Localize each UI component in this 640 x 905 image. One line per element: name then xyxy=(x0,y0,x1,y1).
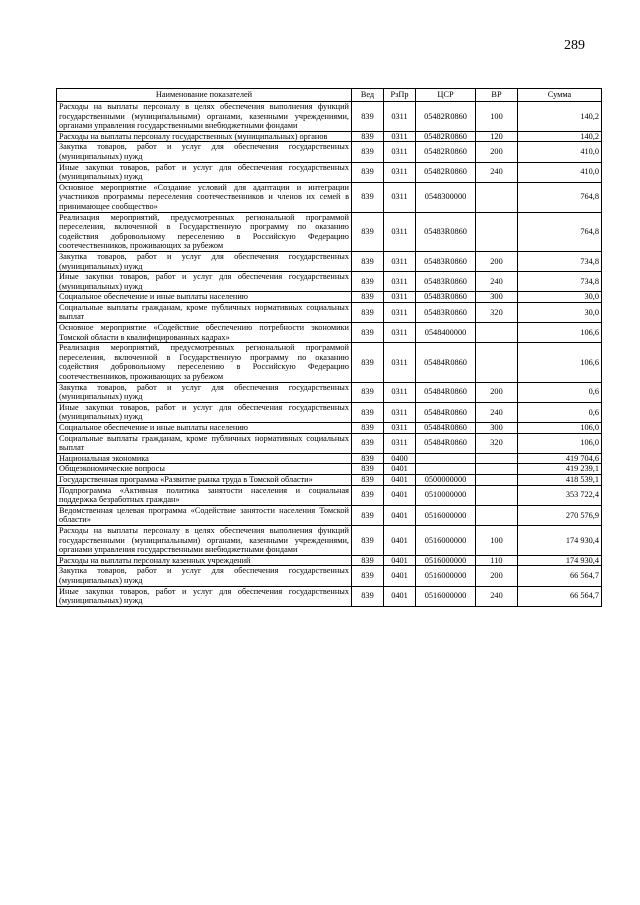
cell-ved: 839 xyxy=(352,102,384,132)
cell-ved: 839 xyxy=(352,323,384,343)
cell-name: Иные закупки товаров, работ и услуг для обеспечения государственных (муниципальных) нужд xyxy=(57,402,352,422)
table-row xyxy=(57,586,602,606)
cell-ved: 839 xyxy=(352,251,384,271)
cell-csr: 05483R0860 xyxy=(416,251,476,271)
cell-name: Основное мероприятие «Создание условий для адаптации и интеграции участников программы переселения соотечественников и членов их семей в принимающее сообщество» xyxy=(57,182,352,212)
cell-csr: 0500000000 xyxy=(416,474,476,485)
cell-ved: 839 xyxy=(352,423,384,434)
header-name: Наименование показателей xyxy=(57,89,352,102)
cell-sum: 174 930,4 xyxy=(518,525,602,555)
cell-csr: 0516000000 xyxy=(416,586,476,606)
cell-csr: 0516000000 xyxy=(416,525,476,555)
cell-rzpr: 0311 xyxy=(384,323,416,343)
cell-name: Социальные выплаты гражданам, кроме публичных нормативных социальных выплат xyxy=(57,302,352,322)
cell-sum: 30,0 xyxy=(518,302,602,322)
cell-name: Национальная экономика xyxy=(57,453,352,464)
table-row xyxy=(57,505,602,525)
table-row xyxy=(57,343,602,382)
header-csr: ЦСР xyxy=(416,89,476,102)
cell-sum: 410,0 xyxy=(518,142,602,162)
cell-ved: 839 xyxy=(352,182,384,212)
header-sum: Сумма xyxy=(518,89,602,102)
cell-name: Реализация мероприятий, предусмотренных региональной программой переселения, включенной в Государственную программу по оказанию содействия добровольному переселению в Российскую Федерацию соотечественников, проживающих за рубежом xyxy=(57,212,352,251)
cell-vr: 200 xyxy=(476,566,518,586)
cell-sum: 410,0 xyxy=(518,162,602,182)
cell-name: Закупка товаров, работ и услуг для обеспечения государственных (муниципальных) нужд xyxy=(57,382,352,402)
cell-ved: 839 xyxy=(352,302,384,322)
cell-sum: 353 722,4 xyxy=(518,485,602,505)
cell-vr: 240 xyxy=(476,272,518,292)
table-header-row xyxy=(57,89,602,102)
table-row xyxy=(57,464,602,475)
cell-name: Расходы на выплаты персоналу государственных (муниципальных) органов xyxy=(57,131,352,142)
cell-ved: 839 xyxy=(352,162,384,182)
cell-rzpr: 0311 xyxy=(384,212,416,251)
cell-ved: 839 xyxy=(352,142,384,162)
cell-name: Социальное обеспечение и иные выплаты населению xyxy=(57,292,352,303)
cell-sum: 764,8 xyxy=(518,212,602,251)
cell-vr xyxy=(476,323,518,343)
cell-rzpr: 0311 xyxy=(384,162,416,182)
cell-vr xyxy=(476,343,518,382)
budget-table xyxy=(56,88,602,607)
table-row xyxy=(57,131,602,142)
table-row xyxy=(57,423,602,434)
table-row xyxy=(57,302,602,322)
cell-name: Общеэкономические вопросы xyxy=(57,464,352,475)
cell-sum: 0,6 xyxy=(518,382,602,402)
cell-sum: 419 704,6 xyxy=(518,453,602,464)
cell-rzpr: 0401 xyxy=(384,566,416,586)
cell-rzpr: 0401 xyxy=(384,555,416,566)
header-ved: Вед xyxy=(352,89,384,102)
cell-csr: 05484R0860 xyxy=(416,433,476,453)
cell-vr xyxy=(476,474,518,485)
cell-sum: 106,6 xyxy=(518,343,602,382)
cell-vr: 200 xyxy=(476,142,518,162)
cell-name: Социальные выплаты гражданам, кроме публичных нормативных социальных выплат xyxy=(57,433,352,453)
table-row xyxy=(57,182,602,212)
cell-vr: 300 xyxy=(476,423,518,434)
cell-csr: 05483R0860 xyxy=(416,212,476,251)
cell-name: Социальное обеспечение и иные выплаты населению xyxy=(57,423,352,434)
cell-name: Расходы на выплаты персоналу в целях обеспечения выполнения функций государственными (муниципальными) органами, казенными учреждениями, органами управления государственными внебюджетными фондами xyxy=(57,102,352,132)
cell-csr: 0516000000 xyxy=(416,555,476,566)
table-row xyxy=(57,485,602,505)
table-row xyxy=(57,292,602,303)
cell-vr: 320 xyxy=(476,302,518,322)
cell-rzpr: 0311 xyxy=(384,402,416,422)
table-row xyxy=(57,453,602,464)
cell-name: Закупка товаров, работ и услуг для обеспечения государственных (муниципальных) нужд xyxy=(57,251,352,271)
cell-csr: 05482R0860 xyxy=(416,162,476,182)
cell-ved: 839 xyxy=(352,505,384,525)
cell-vr xyxy=(476,212,518,251)
cell-csr: 05482R0860 xyxy=(416,102,476,132)
table-row xyxy=(57,212,602,251)
cell-rzpr: 0311 xyxy=(384,292,416,303)
cell-csr: 05483R0860 xyxy=(416,302,476,322)
cell-name: Ведомственная целевая программа «Содействие занятости населения Томской области» xyxy=(57,505,352,525)
cell-ved: 839 xyxy=(352,292,384,303)
cell-csr xyxy=(416,453,476,464)
cell-sum: 106,0 xyxy=(518,433,602,453)
cell-name: Иные закупки товаров, работ и услуг для обеспечения государственных (муниципальных) нужд xyxy=(57,586,352,606)
cell-ved: 839 xyxy=(352,272,384,292)
table-row xyxy=(57,142,602,162)
cell-rzpr: 0311 xyxy=(384,382,416,402)
cell-name: Реализация мероприятий, предусмотренных региональной программой переселения, включенной в Государственную программу по оказанию содействия добровольному переселению в Российскую Федерацию соотечественников, проживающих за рубежом xyxy=(57,343,352,382)
cell-vr: 240 xyxy=(476,402,518,422)
cell-vr: 200 xyxy=(476,251,518,271)
cell-sum: 106,6 xyxy=(518,323,602,343)
cell-name: Государственная программа «Развитие рынка труда в Томской области» xyxy=(57,474,352,485)
cell-sum: 174 930,4 xyxy=(518,555,602,566)
cell-csr: 05484R0860 xyxy=(416,423,476,434)
table-row xyxy=(57,433,602,453)
header-rzpr: РзПр xyxy=(384,89,416,102)
cell-name: Расходы на выплаты персоналу казенных учреждений xyxy=(57,555,352,566)
cell-rzpr: 0401 xyxy=(384,525,416,555)
cell-vr: 110 xyxy=(476,555,518,566)
page-number: 289 xyxy=(564,38,585,53)
cell-sum: 734,8 xyxy=(518,251,602,271)
cell-ved: 839 xyxy=(352,131,384,142)
table-row xyxy=(57,402,602,422)
cell-csr: 05484R0860 xyxy=(416,402,476,422)
cell-sum: 140,2 xyxy=(518,131,602,142)
cell-rzpr: 0311 xyxy=(384,131,416,142)
cell-csr: 0516000000 xyxy=(416,505,476,525)
cell-name: Основное мероприятие «Содействие обеспечению потребности экономики Томской области в квалифицированных кадрах» xyxy=(57,323,352,343)
cell-sum: 106,0 xyxy=(518,423,602,434)
cell-csr: 05482R0860 xyxy=(416,142,476,162)
cell-ved: 839 xyxy=(352,485,384,505)
cell-rzpr: 0311 xyxy=(384,251,416,271)
cell-ved: 839 xyxy=(352,555,384,566)
cell-ved: 839 xyxy=(352,343,384,382)
cell-rzpr: 0400 xyxy=(384,453,416,464)
cell-vr: 300 xyxy=(476,292,518,303)
cell-csr: 05484R0860 xyxy=(416,382,476,402)
table-row xyxy=(57,162,602,182)
cell-ved: 839 xyxy=(352,402,384,422)
header-vr: ВР xyxy=(476,89,518,102)
cell-vr: 100 xyxy=(476,102,518,132)
cell-ved: 839 xyxy=(352,382,384,402)
cell-vr: 320 xyxy=(476,433,518,453)
cell-rzpr: 0311 xyxy=(384,343,416,382)
cell-rzpr: 0401 xyxy=(384,485,416,505)
cell-ved: 839 xyxy=(352,212,384,251)
cell-rzpr: 0311 xyxy=(384,423,416,434)
cell-vr xyxy=(476,505,518,525)
cell-ved: 839 xyxy=(352,525,384,555)
cell-vr: 200 xyxy=(476,382,518,402)
cell-vr xyxy=(476,464,518,475)
cell-ved: 839 xyxy=(352,474,384,485)
cell-sum: 30,0 xyxy=(518,292,602,303)
cell-rzpr: 0311 xyxy=(384,272,416,292)
cell-vr: 100 xyxy=(476,525,518,555)
cell-sum: 418 539,1 xyxy=(518,474,602,485)
cell-vr: 120 xyxy=(476,131,518,142)
cell-sum: 734,8 xyxy=(518,272,602,292)
cell-name: Закупка товаров, работ и услуг для обеспечения государственных (муниципальных) нужд xyxy=(57,566,352,586)
cell-rzpr: 0401 xyxy=(384,505,416,525)
table-row xyxy=(57,525,602,555)
cell-csr: 0516000000 xyxy=(416,566,476,586)
table-row xyxy=(57,382,602,402)
cell-rzpr: 0401 xyxy=(384,474,416,485)
cell-ved: 839 xyxy=(352,453,384,464)
cell-sum: 66 564,7 xyxy=(518,566,602,586)
cell-csr: 05483R0860 xyxy=(416,272,476,292)
cell-csr: 05484R0860 xyxy=(416,343,476,382)
cell-csr: 0548300000 xyxy=(416,182,476,212)
cell-vr xyxy=(476,485,518,505)
cell-csr: 0510000000 xyxy=(416,485,476,505)
cell-rzpr: 0401 xyxy=(384,464,416,475)
table-row xyxy=(57,272,602,292)
cell-rzpr: 0311 xyxy=(384,182,416,212)
cell-sum: 419 239,1 xyxy=(518,464,602,475)
cell-vr: 240 xyxy=(476,162,518,182)
cell-name: Закупка товаров, работ и услуг для обеспечения государственных (муниципальных) нужд xyxy=(57,142,352,162)
cell-rzpr: 0311 xyxy=(384,102,416,132)
cell-rzpr: 0311 xyxy=(384,142,416,162)
cell-name: Иные закупки товаров, работ и услуг для обеспечения государственных (муниципальных) нужд xyxy=(57,162,352,182)
table-row xyxy=(57,566,602,586)
table-row xyxy=(57,474,602,485)
cell-ved: 839 xyxy=(352,433,384,453)
cell-rzpr: 0311 xyxy=(384,302,416,322)
cell-sum: 140,2 xyxy=(518,102,602,132)
cell-csr: 05483R0860 xyxy=(416,292,476,303)
cell-csr: 0548400000 xyxy=(416,323,476,343)
cell-vr xyxy=(476,453,518,464)
table-body xyxy=(57,102,602,607)
cell-rzpr: 0311 xyxy=(384,433,416,453)
table-row xyxy=(57,102,602,132)
table-row xyxy=(57,323,602,343)
table-row xyxy=(57,251,602,271)
cell-ved: 839 xyxy=(352,586,384,606)
cell-name: Расходы на выплаты персоналу в целях обеспечения выполнения функций государственными (муниципальными) органами, казенными учреждениями, органами управления государственными внебюджетными фондами xyxy=(57,525,352,555)
cell-csr: 05482R0860 xyxy=(416,131,476,142)
cell-vr: 240 xyxy=(476,586,518,606)
cell-rzpr: 0401 xyxy=(384,586,416,606)
cell-csr xyxy=(416,464,476,475)
cell-name: Подпрограмма «Активная политика занятости населения и социальная поддержка безработных граждан» xyxy=(57,485,352,505)
cell-sum: 0,6 xyxy=(518,402,602,422)
cell-sum: 66 564,7 xyxy=(518,586,602,606)
cell-ved: 839 xyxy=(352,464,384,475)
table-row xyxy=(57,555,602,566)
cell-sum: 764,8 xyxy=(518,182,602,212)
cell-sum: 270 576,9 xyxy=(518,505,602,525)
cell-vr xyxy=(476,182,518,212)
cell-name: Иные закупки товаров, работ и услуг для обеспечения государственных (муниципальных) нужд xyxy=(57,272,352,292)
cell-ved: 839 xyxy=(352,566,384,586)
